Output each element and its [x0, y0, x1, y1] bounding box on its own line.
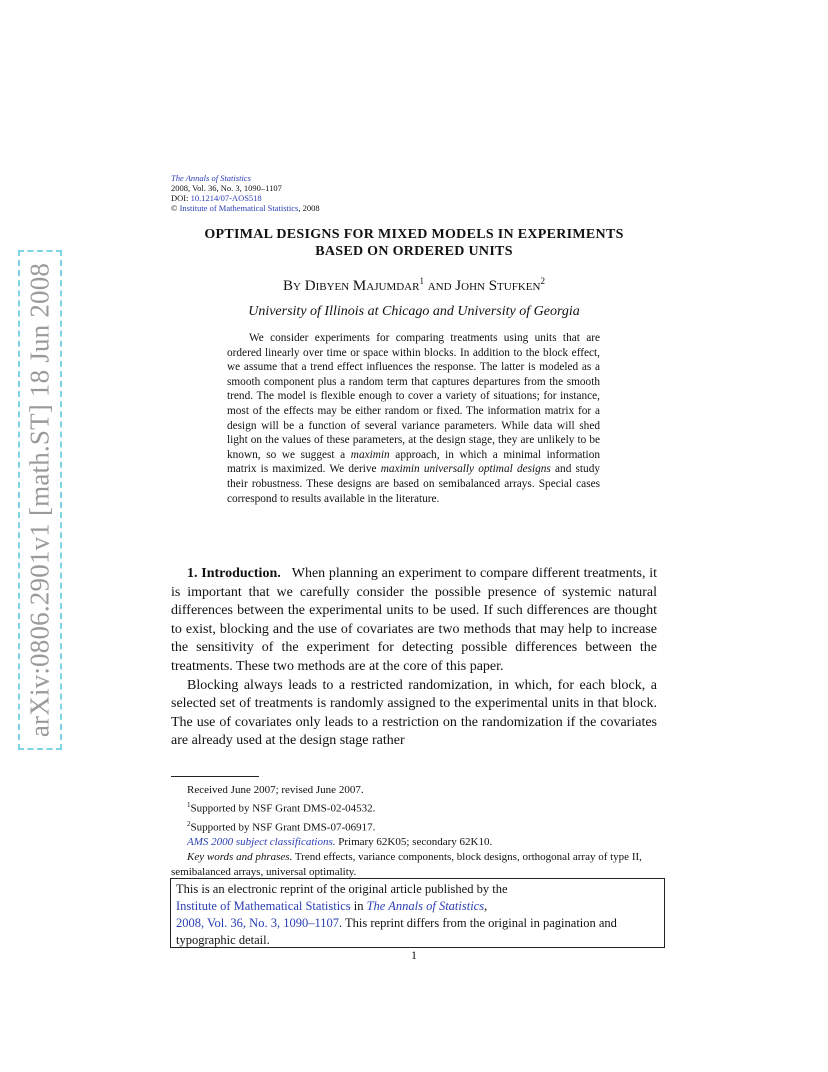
footnote-1: [171, 798, 657, 817]
reprint-text-4: . This reprint differs from the original in pagination and typographic detail.: [176, 916, 617, 947]
abstract-text-3: and study their robustness. These designs are based on semibalanced arrays. Special cases correspond to results available in the literature.: [227, 463, 601, 505]
author-1-footnote-marker: 1: [419, 276, 424, 286]
abstract-emphasis-maximin: maximin: [350, 448, 390, 461]
author-2: and John Stufken: [423, 278, 541, 294]
author-1: By Dibyen Majumdar: [283, 278, 420, 294]
journal-header: [171, 173, 320, 213]
abstract-text-2: approach, in which a minimal information matrix is maximized. We derive: [227, 448, 600, 476]
doi-label: DOI:: [171, 193, 191, 203]
footnote-1-marker: 1: [187, 801, 191, 809]
volume-line: 2008, Vol. 36, No. 3, 1090–1107: [171, 183, 282, 193]
ams-classification-text: Primary 62K05; secondary 62K10.: [335, 836, 493, 849]
ams-classification-link[interactable]: AMS 2000 subject classifications.: [187, 836, 336, 849]
author-line: [171, 276, 657, 295]
ims-reprint-link[interactable]: Institute of Mathematical Statistics: [176, 899, 351, 913]
reprint-text-1: This is an electronic reprint of the original article published by the: [176, 882, 508, 896]
footnote-2: [171, 817, 657, 836]
ims-link[interactable]: Institute of Mathematical Statistics: [179, 203, 299, 213]
arxiv-stamp[interactable]: arXiv:0806.2901v1 [math.ST] 18 Jun 2008: [24, 262, 55, 738]
main-body: [171, 565, 657, 751]
author-2-footnote-marker: 2: [540, 276, 545, 286]
journal-name-link[interactable]: The Annals of Statistics: [171, 173, 251, 183]
copyright-year: , 2008: [298, 203, 320, 213]
footnote-2-text: Supported by NSF Grant DMS-07-06917.: [190, 821, 376, 834]
footnote-rule: [171, 776, 259, 777]
journal-reprint-link[interactable]: The Annals of Statistics: [366, 899, 485, 913]
reprint-text-3: ,: [484, 899, 488, 913]
section-heading: 1. Introduction.: [187, 566, 281, 581]
affiliation: University of Illinois at Chicago and University of Georgia: [248, 304, 580, 319]
paragraph-1-text: When planning an experiment to compare different treatments, it is important that we carefully consider the possible presence of systemic natural differences between the experimental units to be used. If such differences are thought to exist, blocking and the use of covariates are two methods that may help to increase the sensitivity of the experiment for detecting possible differences between the treatments. These two methods are at the core of this paper.: [171, 566, 657, 674]
title-line-2: BASED ON ORDERED UNITS: [315, 244, 513, 259]
citation-link[interactable]: 2008, Vol. 36, No. 3, 1090–1107: [176, 916, 339, 930]
abstract: [227, 331, 600, 506]
received-note: Received June 2007; revised June 2007.: [187, 784, 364, 796]
keywords-text: Trend effects, variance components, block designs, orthogonal array of type II, semibalanced arrays, universal optimality.: [171, 851, 642, 879]
copyright-icon: ©: [171, 203, 178, 213]
reprint-notice: [170, 878, 665, 948]
footnote-1-text: Supported by NSF Grant DMS-02-04532.: [190, 802, 376, 815]
title-line-1: OPTIMAL DESIGNS FOR MIXED MODELS IN EXPERIMENTS: [204, 227, 624, 242]
footnotes: [171, 783, 657, 880]
ams-classification: [171, 835, 657, 850]
doi-link[interactable]: 10.1214/07-AOS518: [190, 193, 262, 203]
paper-title: [171, 226, 657, 260]
introduction-paragraph-2: Blocking always leads to a restricted randomization, in which, for each block, a selected set of treatments is randomly assigned to the experimental units in that block. The use of covariates only leads to a restriction on the randomization if the covariates are already used at the design stage rather: [171, 677, 657, 749]
introduction-paragraph-1: [171, 565, 657, 677]
keywords: [171, 850, 657, 880]
page-number: 1: [411, 948, 417, 962]
abstract-emphasis-designs: maximin universally optimal designs: [380, 463, 551, 476]
abstract-text-1: We consider experiments for comparing treatments using units that are ordered linearly over time or space within blocks. In addition to the block effect, we assume that a trend effect influences the response. The latter is modeled as a smooth component plus a random term that captures departures from the smooth trend. The model is flexible enough to cover a variety of situations; for instance, most of the effects may be either random or fixed. The information matrix for a design will be a function of several variance parameters. While data will shed light on the values of these parameters, at the design stage, they are unlikely to be known, so we suggest a: [227, 332, 600, 461]
footnote-2-marker: 2: [187, 819, 191, 828]
keywords-label: Key words and phrases.: [187, 851, 293, 864]
reprint-text-2: in: [350, 899, 367, 913]
